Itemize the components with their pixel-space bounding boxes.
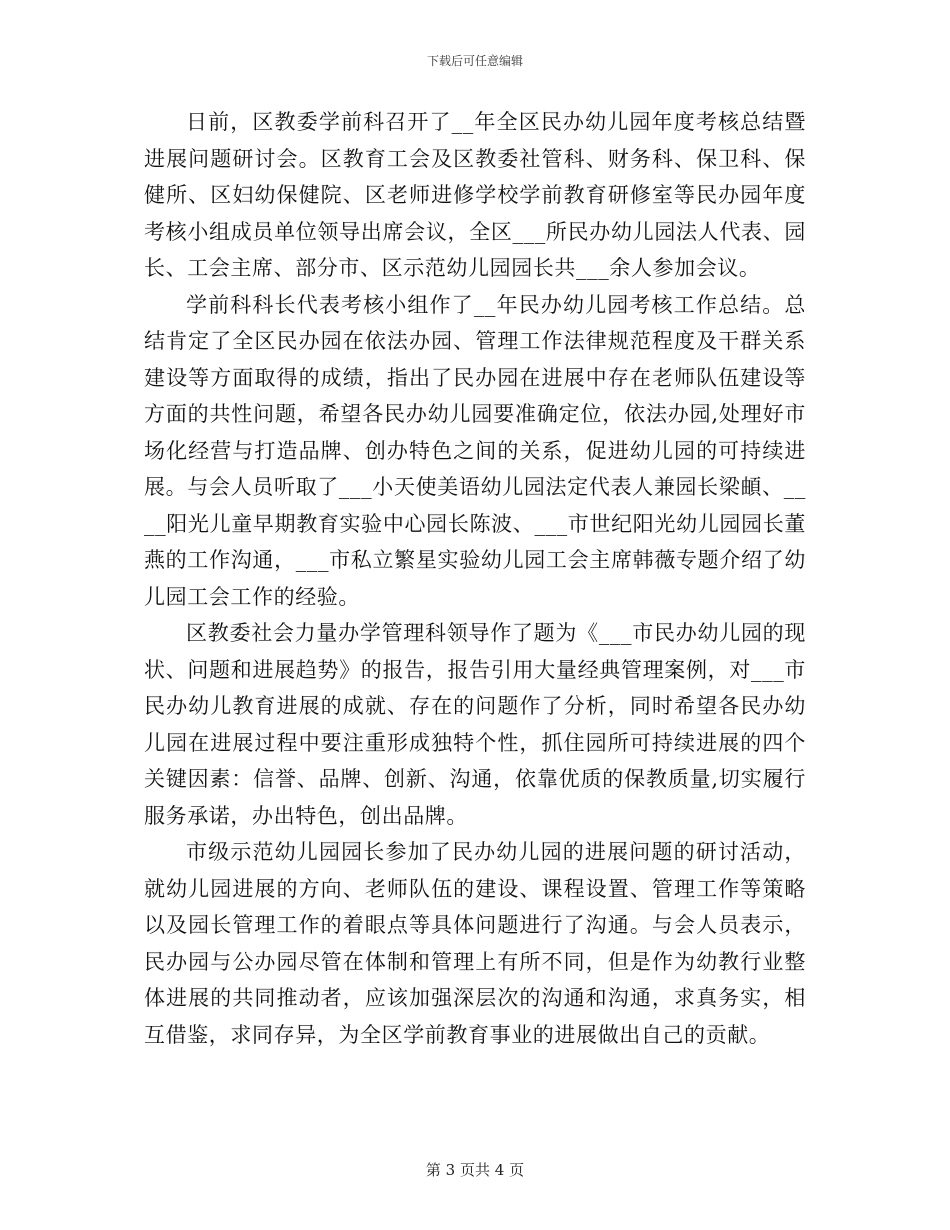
paragraph-1: 日前，区教委学前科召开了__年全区民办幼儿园年度考核总结暨进展问题研讨会。区教育工会及区教委社管科、财务科、保卫科、保健所、区妇幼保健院、区老师进修学校学前教育研修室等民办园年度考核小组成员单位领导出席会议，全区___所民办幼儿园法人代表、园长、工会主席、部分市、区示范幼儿园园长共___余人参加会议。 xyxy=(144,110,806,280)
paragraph-4: 市级示范幼儿园园长参加了民办幼儿园的进展问题的研讨活动，就幼儿园进展的方向、老师队伍的建设、课程设置、管理工作等策略以及园长管理工作的着眼点等具体问题进行了沟通。与会人员表示，民办园与公办园尽管在体制和管理上有所不同，但是作为幼教行业整体进展的共同推动者，应该加强深层次的沟通和沟通，求真务实，相互借鉴，求同存异，为全区学前教育事业的进展做出自己的贡献。 xyxy=(144,840,806,1047)
paragraph-3: 区教委社会力量办学管理科领导作了题为《___市民办幼儿园的现状、问题和进展趋势》的报告，报告引用大量经典管理案例，对___市民办幼儿教育进展的成就、存在的问题作了分析，同时希望各民办幼儿园在进展过程中要注重形成独特个性，抓住园所可持续进展的四个关键因素：信誉、品牌、创新、沟通，依靠优质的保教质量,切实履行服务承诺，办出特色，创出品牌。 xyxy=(144,621,806,828)
page-number: 第 3 页共 4 页 xyxy=(425,1161,525,1179)
document-body xyxy=(144,104,806,1053)
paragraph-2: 学前科科长代表考核小组作了__年民办幼儿园考核工作总结。总结肯定了全区民办园在依法办园、管理工作法律规范程度及干群关系建设等方面取得的成绩，指出了民办园在进展中存在老师队伍建设等方面的共性问题，希望各民办幼儿园要准确定位，依法办园,处理好市场化经营与打造品牌、创办特色之间的关系，促进幼儿园的可持续进展。与会人员听取了___小天使美语幼儿园法定代表人兼园长梁頔、____阳光儿童早期教育实验中心园长陈波、___市世纪阳光幼儿园园长董燕的工作沟通，___市私立繁星实验幼儿园工会主席韩薇专题介绍了幼儿园工会工作的经验。 xyxy=(144,292,806,609)
page-header-note: 下载后可任意编辑 xyxy=(426,54,523,68)
